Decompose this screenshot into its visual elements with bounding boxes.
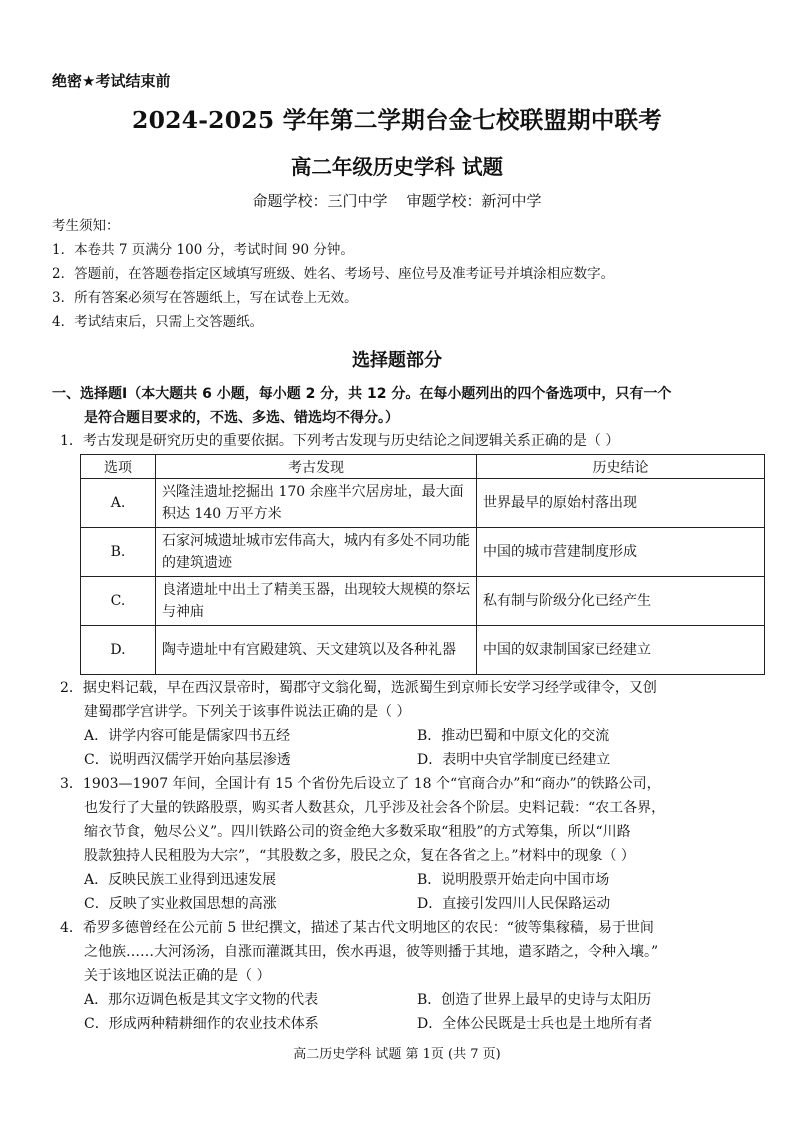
table-header: 选项 <box>81 455 156 479</box>
answer-options <box>60 724 750 772</box>
section-title: 选择题部分 <box>352 350 442 371</box>
question-stem-cont: 之他族……大河汤汤，自涨而灌溉其田，俟水再退，彼等则播于其地，遣豕踏之，令种入壤。” <box>84 944 659 960</box>
table-header: 考古发现 <box>156 455 477 479</box>
question-2 <box>60 676 750 772</box>
table-cell-finding: 陶寺遗址中有宫殿建筑、天文建筑以及各种礼器 <box>156 626 477 675</box>
answer-option-c: C．反映了实业救国思想的高涨 <box>84 896 277 912</box>
question-3 <box>60 772 750 916</box>
answer-option-d: D．全体公民既是士兵也是土地所有者 <box>417 1016 653 1032</box>
notice-heading: 考生须知： <box>52 218 120 234</box>
question-1 <box>60 429 750 453</box>
notice-item: 2．答题前，在答题卷指定区域填写班级、姓名、考场号、座位号及准考证号并填涂相应数字。 <box>52 266 615 282</box>
answer-option-a: A．讲学内容可能是儒家四书五经 <box>84 728 291 744</box>
answer-options <box>60 868 750 916</box>
exam-subtitle: 高二年级历史学科 试题 <box>290 155 504 179</box>
table-header: 历史结论 <box>477 455 765 479</box>
table-row <box>81 577 765 626</box>
answer-option-d: D．表明中央官学制度已经建立 <box>417 752 611 768</box>
question-4 <box>60 916 750 1036</box>
question-stem: 4．希罗多德曾经在公元前 5 世纪撰文，描述了某古代文明地区的农民：“彼等集稼穑，易于世间 <box>60 920 654 936</box>
instructions-line: 一、选择题Ⅰ（本大题共 6 小题，每小题 2 分，共 12 分。在每小题列出的四个备选项中，只有一个 <box>52 386 672 402</box>
table-cell-conclusion: 中国的奴隶制国家已经建立 <box>477 626 765 675</box>
table-cell-finding: 石家河城遗址城市宏伟高大，城内有多处不同功能的建筑遗迹 <box>156 528 477 577</box>
answer-option-c: C．形成两种精耕细作的农业技术体系 <box>84 1016 319 1032</box>
page-footer: 高二历史学科 试题 第 1页 (共 7 页) <box>293 1047 501 1062</box>
table-cell-option: D. <box>81 626 156 675</box>
notice-item: 4．考试结束后，只需上交答题纸。 <box>52 314 264 330</box>
question-stem: 3．1903—1907 年间，全国计有 15 个省份先后设立了 18 个“官商合办”和“商办”的铁路公司， <box>60 776 661 792</box>
question-stem-cont: 建蜀郡学宫讲学。下列关于该事件说法正确的是（ ） <box>84 704 411 720</box>
table-cell-option: B. <box>81 528 156 577</box>
instructions-line: 是符合题目要求的，不选、多选、错选均不得分。） <box>84 410 399 426</box>
answer-option-b: B．推动巴蜀和中原文化的交流 <box>417 728 610 744</box>
answer-option-d: D．直接引发四川人民保路运动 <box>417 896 611 912</box>
table-row <box>81 528 765 577</box>
candidate-notice <box>52 214 752 334</box>
school-info: 命题学校：三门中学 审题学校：新河中学 <box>252 192 542 210</box>
answer-option-a: A．反映民族工业得到迅速发展 <box>84 872 277 888</box>
confidential-label: 绝密★考试结束前 <box>52 72 171 90</box>
question-stem: 2．据史料记载，早在西汉景帝时，蜀郡守文翁化蜀，选派蜀生到京师长安学习经学或律令，又创 <box>60 680 657 696</box>
archaeology-table <box>80 454 765 675</box>
question-stem-cont: 关于该地区说法正确的是（ ） <box>84 968 271 984</box>
answer-option-c: C．说明西汉儒学开始向基层渗透 <box>84 752 291 768</box>
table-cell-finding: 良渚遗址中出土了精美玉器，出现较大规模的祭坛与神庙 <box>156 577 477 626</box>
question-stem-cont: 也发行了大量的铁路股票，购买者人数甚众，几乎涉及社会各个阶层。史料记载：“农工各界， <box>84 800 666 816</box>
answer-option-a: A．那尔迈调色板是其文字文物的代表 <box>84 992 319 1008</box>
table-cell-conclusion: 私有制与阶级分化已经产生 <box>477 577 765 626</box>
notice-item: 1．本卷共 7 页满分 100 分，考试时间 90 分钟。 <box>52 242 354 258</box>
table-cell-option: C. <box>81 577 156 626</box>
question-stem-cont: 缩衣节食，勉尽公义”。四川铁路公司的资金绝大多数采取“租股”的方式筹集，所以“川路 <box>84 824 631 840</box>
answer-options <box>60 988 750 1036</box>
notice-item: 3．所有答案必须写在答题纸上，写在试卷上无效。 <box>52 290 358 306</box>
table-cell-conclusion: 中国的城市营建制度形成 <box>477 528 765 577</box>
table-header-row <box>81 455 765 479</box>
table-row <box>81 479 765 528</box>
table-row <box>81 626 765 675</box>
section-instructions <box>52 382 752 430</box>
table-cell-option: A. <box>81 479 156 528</box>
table-cell-finding: 兴隆洼遗址挖掘出 170 余座半穴居房址，最大面积达 140 万平方米 <box>156 479 477 528</box>
answer-option-b: B．创造了世界上最早的史诗与太阳历 <box>417 992 652 1008</box>
question-stem-cont: 股款独持人民租股为大宗”，“其股数之多，股民之众，复在各省之上。”材料中的现象（ ） <box>84 848 635 864</box>
exam-title: 2024-2025 学年第二学期台金七校联盟期中联考 <box>132 106 662 134</box>
table-cell-conclusion: 世界最早的原始村落出现 <box>477 479 765 528</box>
question-stem: 1．考古发现是研究历史的重要依据。下列考古发现与历史结论之间逻辑关系正确的是（ ） <box>60 433 620 449</box>
answer-option-b: B．说明股票开始走向中国市场 <box>417 872 610 888</box>
